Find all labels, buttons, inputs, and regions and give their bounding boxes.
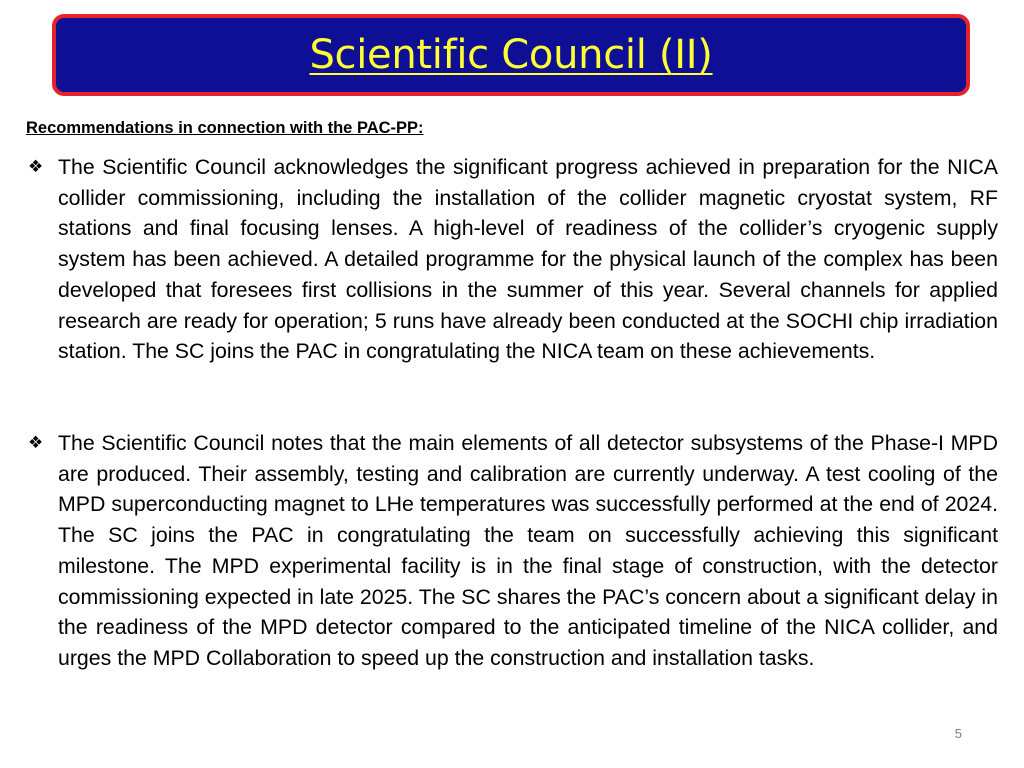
- page-number: 5: [954, 726, 962, 741]
- bullet-text: The Scientific Council notes that the main elements of all detector subsystems of the Phase-I MPD are produced. Their assembly, testing and calibration are currently underway. A test cooling of the MPD superconducting magnet to LHe temperatures was successfully performed at the end of 2024. The SC joins the PAC in congratulating the team on successfully achieving this significant milestone. The MPD experimental facility is in the final stage of construction, with the detector commissioning expected in late 2025. The SC shares the PAC’s concern about a significant delay in the readiness of the MPD detector compared to the anticipated timeline of the NICA collider, and urges the MPD Collaboration to speed up the construction and installation tasks.: [58, 431, 998, 670]
- diamond-bullet-icon: ❖: [28, 157, 44, 177]
- slide-title-banner: [52, 14, 970, 96]
- slide-title: Scientific Council (II): [309, 32, 713, 78]
- bullet-text: The Scientific Council acknowledges the significant progress achieved in preparation for the NICA collider commissioning, including the installation of the collider magnetic cryostat system, RF stations and final focusing lenses. A high-level of readiness of the collider’s cryogenic supply system has been achieved. A detailed programme for the physical launch of the complex has been developed that foresees first collisions in the summer of this year. Several channels for applied research are ready for operation; 5 runs have already been conducted at the SOCHI chip irradiation station. The SC joins the PAC in congratulating the NICA team on these achievements.: [58, 155, 998, 364]
- bullet-item: [28, 152, 998, 367]
- section-subheading: Recommendations in connection with the PAC-PP:: [26, 119, 424, 137]
- bullet-item: [28, 428, 998, 674]
- diamond-bullet-icon: ❖: [28, 433, 44, 453]
